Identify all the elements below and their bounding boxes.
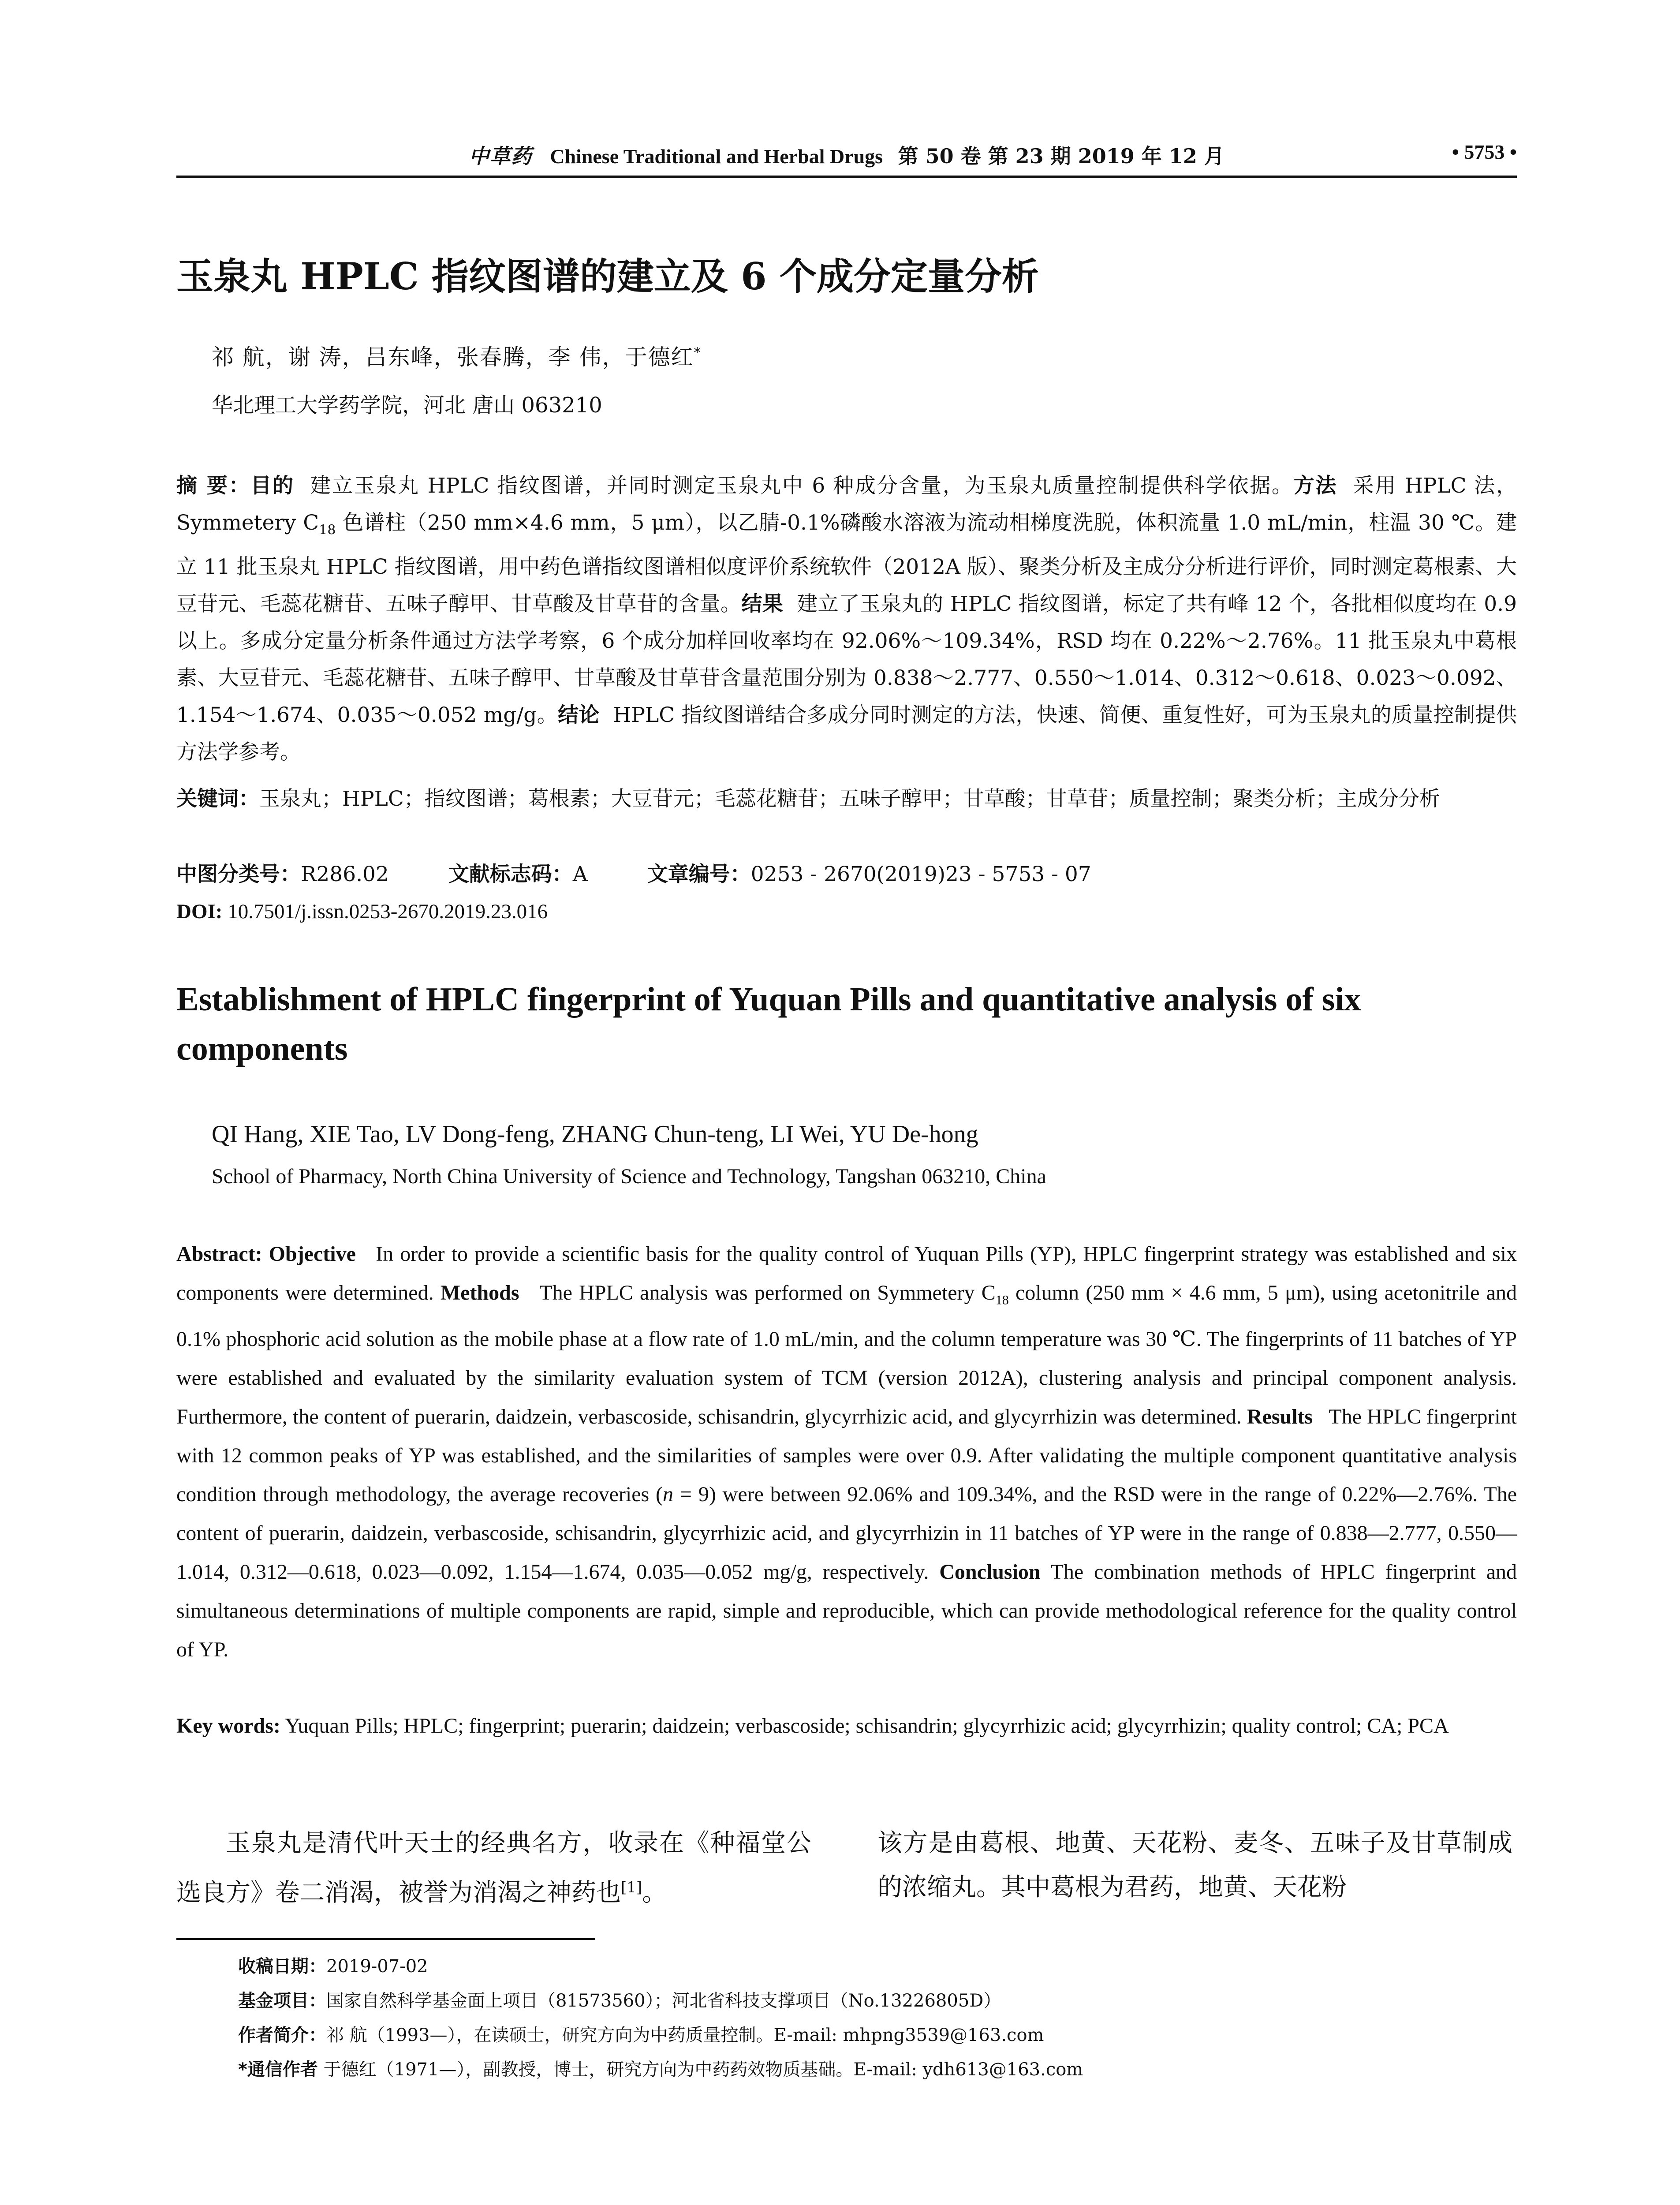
footnote-author [238,2018,1083,2052]
article-no-label: 文章编号： [647,862,751,886]
classification-line [176,858,1517,887]
objective-text: 建立玉泉丸 HPLC 指纹图谱，并同时测定玉泉丸中 6 种成分含量，为玉泉丸质量控制提供科学依据。 [310,474,1294,498]
running-header [176,140,1517,171]
en-results-n: n [663,1482,674,1506]
chinese-authors [212,340,702,371]
en-keywords-text: Yuquan Pills; HPLC; fingerprint; puerarin; daidzein; verbascoside; schisandrin; glycyrrhizic acid; glycyrrhizin; quality control; CA; PCA [285,1714,1449,1738]
body-left-text: 玉泉丸是清代叶天士的经典名方，收录在《种福堂公选良方》卷二消渴，被誉为消渴之神药也 [176,1829,811,1907]
page-number: • 5753 • [1452,141,1517,163]
doc-code-item [448,862,588,886]
chinese-abstract [176,467,1517,771]
objective-label: 目的 [250,474,295,498]
en-results-text-a: The HPLC fingerprint with 12 common peaks of YP was established, and the similarities of samples were over 0.9. After validating the multiple component quantitative analysis condition through methodology, the average recoveries ( [176,1405,1517,1506]
en-methods-text-b: column (250 mm × 4.6 mm, 5 μm), using acetonitrile and 0.1% phosphoric acid solution as the mobile phase at a flow rate of 1.0 mL/min, and the column temperature was 30 ℃. The fingerprints of 11 batches of YP were established and evaluated by the similarity evaluation system of TCM (version 2012A), clustering analysis and principal component analysis. Furthermore, the content of puerarin, daidzein, verbascoside, schisandrin, glycyrrhizic acid, and glycyrrhizin was determined. [176,1281,1517,1428]
chinese-affiliation: 华北理工大学药学院，河北 唐山 063210 [212,393,602,418]
en-conclusion-text: The combination methods of HPLC fingerprint and simultaneous determinations of multiple components are rapid, simple and reproducible, which can provide methodological reference for the quality control of YP. [176,1560,1517,1661]
en-keywords-label: Key words: [176,1714,280,1738]
received-label: 收稿日期： [238,1956,326,1977]
clc-label: 中图分类号： [176,862,301,886]
results-label: 结果 [741,592,784,617]
footnote-received [238,1949,1083,1984]
body-column-right [877,1821,1512,1910]
body-left-end: 。 [642,1878,667,1907]
author-label: 作者简介： [238,2025,326,2045]
conclusion-text: HPLC 指纹图谱结合多成分同时测定的方法，快速、简便、重复性好，可为玉泉丸的质量控制提供方法学参考。 [176,703,1517,765]
journal-issue: 第 50 卷 第 23 期 2019 年 12 月 [898,144,1225,168]
author-value: 祁 航（1993—），在读硕士，研究方向为中药质量控制。E-mail: mhpng3539@163.com [326,2025,1044,2045]
doi-label: DOI: [176,900,223,923]
methods-label: 方法 [1293,474,1338,498]
results-text: 建立了玉泉丸的 HPLC 指纹图谱，标定了共有峰 12 个，各批相似度均在 0.9 以上。多成分定量分析条件通过方法学考察，6 个成分加样回收率均在 92.06%～109.34%，RSD 均在 0.22%～2.76%。11 批玉泉丸中葛根素、大豆苷元、毛蕊花糖苷、五味子醇甲、甘草酸及甘草苷含量范围分别为 0.838～2.777、0.550～1.014、0.312～0.618、0.023～0.092、1.154～1.674、0.035～0.052 mg/g。 [176,592,1517,728]
chinese-title: 玉泉丸 HPLC 指纹图谱的建立及 6 个成分定量分析 [176,254,1039,298]
english-title: Establishment of HPLC fingerprint of Yuquan Pills and quantitative analysis of six components [176,981,1361,1067]
conclusion-label: 结论 [558,703,600,728]
methods-text-b: 色谱柱（250 mm×4.6 mm，5 μm），以乙腈-0.1%磷酸水溶液为流动相梯度洗脱，体积流量 1.0 mL/min，柱温 30 ℃。建立 11 批玉泉丸 HPLC 指纹图谱，用中药色谱指纹图谱相似度评价系统软件（2012A 版）、聚类分析及主成分分析进行评价，同时测定葛根素、大豆苷元、毛蕊花糖苷、五味子醇甲、甘草酸及甘草苷的含量。 [176,511,1517,617]
body-right-text: 该方是由葛根、地黄、天花粉、麦冬、五味子及甘草制成的浓缩丸。其中葛根为君药，地黄、天花粉 [877,1829,1512,1902]
chinese-keywords [176,781,1517,818]
doc-code-value: A [572,862,588,886]
body-column-left [176,1821,811,1915]
journal-name-en: Chinese Traditional and Herbal Drugs [550,145,883,168]
clc-item [176,862,389,886]
fund-value: 国家自然科学基金面上项目（81573560）；河北省科技支撑项目（No.13226805D） [326,1991,1001,2011]
article-no-value: 0253 - 2670(2019)23 - 5753 - 07 [750,862,1091,886]
en-results-text-b: = 9) were between 92.06% and 109.34%, and the RSD were in the range of 0.22%—2.76%. The content of puerarin, daidzein, verbascoside, schisandrin, glycyrrhizic acid, and glycyrrhizin in 11 batches of YP were in the range of 0.838—2.777, 0.550—1.014, 0.312—0.618, 0.023—0.092, 1.154—1.674, 0.035—0.052 mg/g, respectively. [176,1482,1517,1584]
footnote-corresponding [238,2052,1083,2087]
english-keywords [176,1707,1517,1745]
footnotes [238,1949,1083,2087]
doc-code-label: 文献标志码： [448,862,573,886]
en-methods-label: Methods [440,1281,519,1304]
received-value: 2019-07-02 [326,1956,428,1977]
header-rule [176,176,1517,178]
footnote-fund [238,1984,1083,2018]
journal-header [176,140,1517,169]
en-methods-text-a: The HPLC analysis was performed on Symmetery C [539,1281,996,1304]
doi-line [176,900,548,923]
doi-link[interactable]: 10.7501/j.issn.0253-2670.2019.23.016 [228,900,548,923]
english-authors: QI Hang, XIE Tao, LV Dong-feng, ZHANG Chun-teng, LI Wei, YU De-hong [212,1121,978,1148]
chinese-author-names: 祁 航，谢 涛，吕东峰，张春腾，李 伟，于德红 [212,344,694,370]
methods-subscript: 18 [319,522,336,538]
en-abstract-label: Abstract: Objective [176,1242,356,1266]
en-methods-subscript: 18 [995,1293,1009,1308]
corresponding-label: *通信作者 [238,2059,318,2080]
keywords-text: 玉泉丸；HPLC；指纹图谱；葛根素；大豆苷元；毛蕊花糖苷；五味子醇甲；甘草酸；甘草苷；质量控制；聚类分析；主成分分析 [259,787,1440,811]
clc-value: R286.02 [301,862,389,886]
corresponding-mark: * [694,345,702,361]
citation-ref[interactable]: [1] [621,1879,642,1896]
article-no-item [647,862,1091,886]
en-results-label: Results [1247,1405,1313,1428]
keywords-label: 关键词： [176,787,259,811]
journal-name-cn: 中草药 [469,144,533,168]
methods-text-a: 采用 HPLC 法，Symmetery C [176,474,1517,535]
english-affiliation: School of Pharmacy, North China University of Science and Technology, Tangshan 063210, China [212,1165,1046,1188]
abstract-label: 摘 要： [176,474,251,498]
fund-label: 基金项目： [238,1991,326,2011]
footnote-rule [176,1938,595,1940]
english-abstract [176,1235,1517,1669]
en-objective-text: In order to provide a scientific basis for the quality control of Yuquan Pills (YP), HPLC fingerprint strategy was established and six components were determined. [176,1242,1517,1304]
en-conclusion-label: Conclusion [939,1560,1041,1584]
corresponding-value: 于德红（1971—），副教授，博士，研究方向为中药药效物质基础。E-mail: ydh613@163.com [317,2059,1083,2080]
